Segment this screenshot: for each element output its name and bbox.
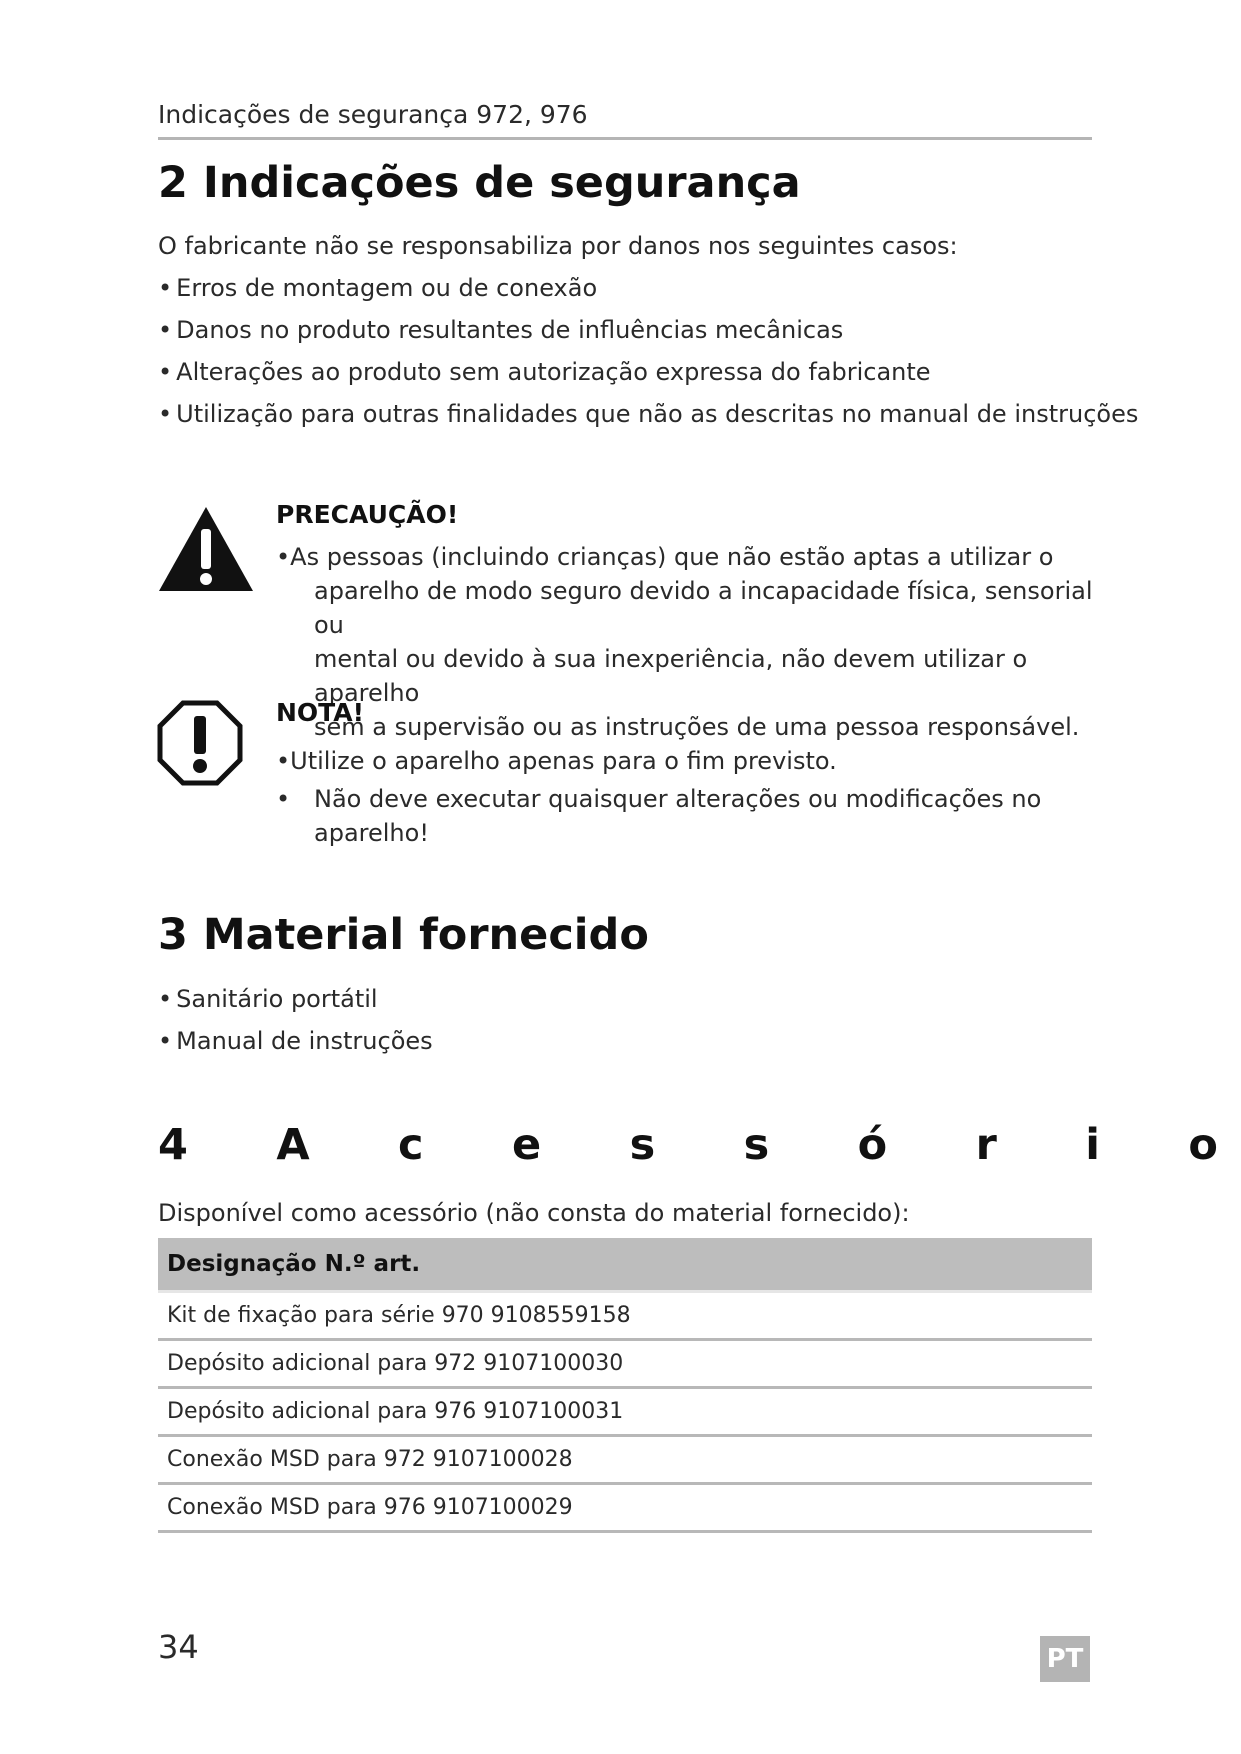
safety-list [158, 267, 1138, 435]
list-item: • Erros de montagem ou de conexão [158, 274, 598, 302]
section-heading-supplied: 3 Material fornecido [158, 910, 649, 960]
list-item: • Alterações ao produto sem autorização expressa do fabricante [158, 358, 931, 386]
caution-text [276, 540, 1096, 744]
caution-line: •As pessoas (incluindo crianças) que não estão aptas a utilizar o [276, 543, 1054, 571]
caution-line: sem a supervisão ou as instruções de uma pessoa responsável. [314, 713, 1080, 741]
table-row [158, 1292, 1092, 1340]
section-heading-accessories: 4 A c e s s ó r i o [158, 1120, 1218, 1170]
note-item: • Não deve executar quaisquer alterações ou modificações no aparelho! [276, 785, 1042, 847]
table-row [158, 1340, 1092, 1388]
accessories-table [158, 1238, 1092, 1533]
table-cell: Kit de fixação para série 970 9108559158 [158, 1292, 1092, 1340]
note-text [276, 740, 1096, 850]
table-header-cell: Designação N.º art. [158, 1238, 1092, 1292]
list-item: • Manual de instruções [158, 1027, 433, 1055]
page-number: 34 [158, 1628, 199, 1666]
caution-line: aparelho de modo seguro devido a incapacidade física, sensorial ou [314, 577, 1093, 639]
caution-title: PRECAUÇÃO! [276, 500, 459, 529]
section-heading-safety: 2 Indicações de segurança [158, 158, 801, 208]
table-row [158, 1484, 1092, 1532]
list-item: • Utilização para outras finalidades que não as descritas no manual de instruções [158, 400, 1139, 428]
octagon-exclamation-icon [157, 700, 243, 786]
running-header: Indicações de segurança 972, 976 [158, 100, 1092, 140]
table-cell: Depósito adicional para 972 9107100030 [158, 1340, 1092, 1388]
language-badge: PT [1040, 1636, 1090, 1682]
note-item: •Utilize o aparelho apenas para o fim previsto. [276, 747, 837, 775]
note-title: NOTA! [276, 698, 365, 727]
table-cell: Conexão MSD para 972 9107100028 [158, 1436, 1092, 1484]
table-header-row [158, 1238, 1092, 1292]
caution-line: mental ou devido à sua inexperiência, não devem utilizar o aparelho [314, 645, 1028, 707]
table-cell: Depósito adicional para 976 9107100031 [158, 1388, 1092, 1436]
accessories-intro: Disponível como acessório (não consta do material fornecido): [158, 1199, 910, 1227]
warning-triangle-icon [157, 505, 255, 593]
safety-intro: O fabricante não se responsabiliza por danos nos seguintes casos: [158, 232, 958, 260]
list-item: • Sanitário portátil [158, 985, 378, 1013]
list-item: • Danos no produto resultantes de influências mecânicas [158, 316, 844, 344]
table-cell: Conexão MSD para 976 9107100029 [158, 1484, 1092, 1532]
table-row [158, 1436, 1092, 1484]
table-row [158, 1388, 1092, 1436]
supplied-list [158, 978, 433, 1062]
